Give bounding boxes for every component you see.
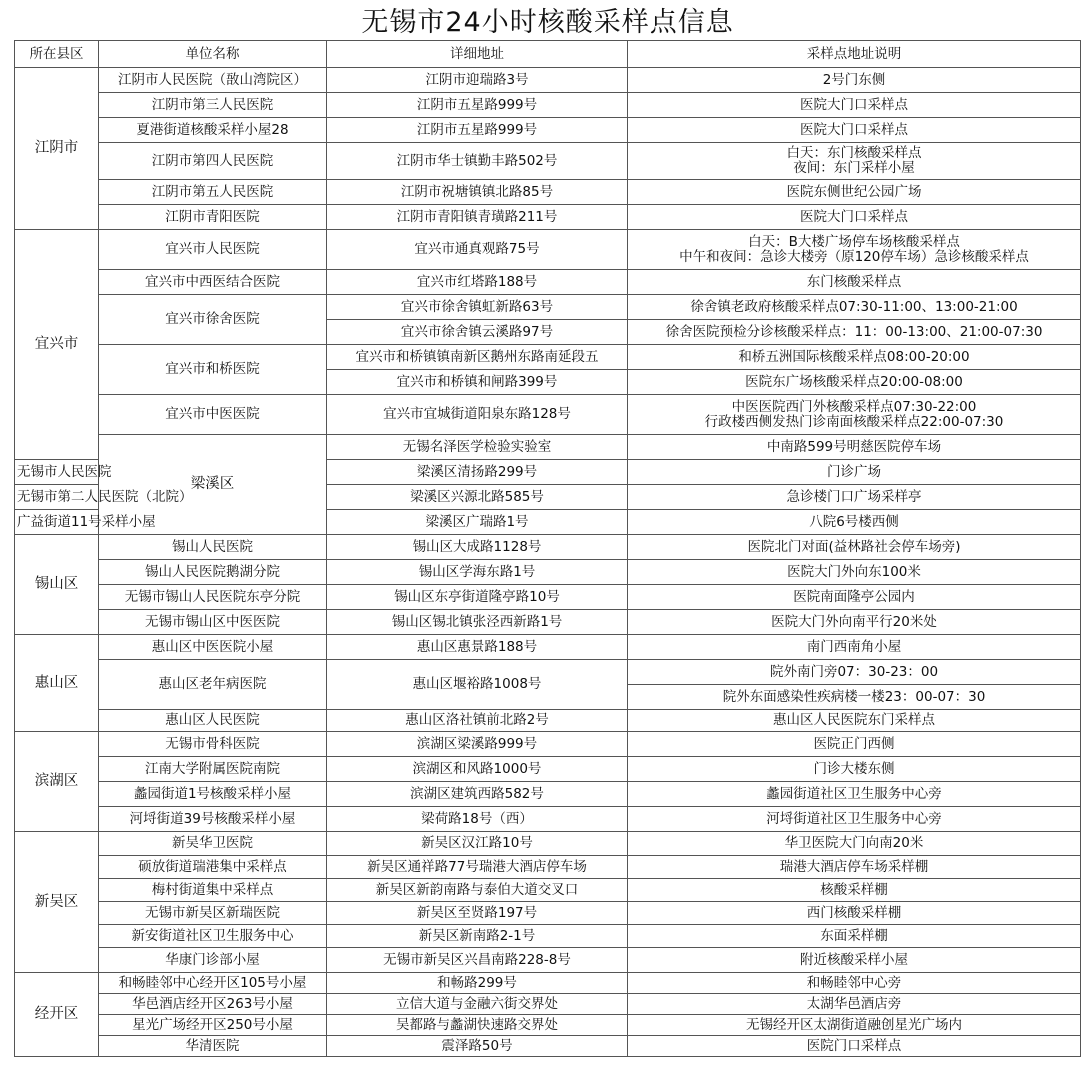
table-row [15,205,1081,230]
address-cell: 江阴市迎瑞路3号 [327,68,628,93]
unit-cell: 新吴华卫医院 [99,832,327,856]
table-row [15,270,1081,295]
note-cell: 医院南面隆亭公园内 [628,585,1081,610]
note-cell: 和桥五洲国际核酸采样点08:00-20:00 [628,345,1081,370]
note-cell [628,230,1081,270]
address-cell: 宜兴市宜城街道阳泉东路128号 [327,395,628,435]
unit-cell: 惠山区中医医院小屋 [99,635,327,660]
unit-cell: 宜兴市和桥医院 [99,345,327,395]
unit-cell: 无锡市锡山区中医医院 [99,610,327,635]
page-title: 无锡市24小时核酸采样点信息 [15,6,1081,41]
table-row [15,782,1081,807]
note-cell: 医院大门口采样点 [628,205,1081,230]
note-cell: 医院大门外向南平行20米处 [628,610,1081,635]
address-cell: 新吴区新韵南路与泰伯大道交叉口 [327,879,628,902]
address-cell: 滨湖区建筑西路582号 [327,782,628,807]
table-row [15,856,1081,879]
table-row [15,68,1081,93]
address-cell: 江阴市五星路999号 [327,118,628,143]
note-cell: 医院大门口采样点 [628,118,1081,143]
unit-cell: 硕放街道瑞港集中采样点 [99,856,327,879]
unit-cell: 无锡市骨科医院 [99,732,327,757]
unit-cell: 广益街道11号采样小屋 [15,510,99,535]
address-cell: 宜兴市徐舍镇虹新路63号 [327,295,628,320]
table-row [15,757,1081,782]
address-cell: 江阴市青阳镇青璜路211号 [327,205,628,230]
table-row [15,948,1081,973]
table-row [15,535,1081,560]
table-row [15,230,1081,270]
note-cell: 无锡经开区太湖街道融创星光广场内 [628,1015,1081,1036]
unit-cell: 宜兴市中西医结合医院 [99,270,327,295]
district-cell: 滨湖区 [15,732,99,832]
unit-cell: 无锡名泽医学检验实验室 [327,435,628,460]
unit-cell: 无锡市锡山人民医院东亭分院 [99,585,327,610]
address-cell: 江阴市五星路999号 [327,93,628,118]
unit-cell: 锡山人民医院鹅湖分院 [99,560,327,585]
table-row [15,879,1081,902]
note-cell: 徐舍医院预检分诊核酸采样点：11：00-13:00、21:00-07:30 [628,320,1081,345]
note-cell: 医院大门外向东100米 [628,560,1081,585]
note-cell: 2号门东侧 [628,68,1081,93]
table-row [15,1015,1081,1036]
address-cell: 宜兴市和桥镇镇南新区鹅州东路南延段五 [327,345,628,370]
table-row [15,832,1081,856]
table-row [15,925,1081,948]
district-cell: 新吴区 [15,832,99,973]
table-row [15,610,1081,635]
district-cell: 江阴市 [15,68,99,230]
note-cell: 八院6号楼西侧 [628,510,1081,535]
district-cell: 锡山区 [15,535,99,635]
note-cell: 医院北门对面(益林路社会停车场旁) [628,535,1081,560]
unit-cell: 惠山区老年病医院 [99,660,327,710]
table-row [15,93,1081,118]
note-line: 夜间：东门采样小屋 [793,160,915,176]
note-cell: 华卫医院大门向南20米 [628,832,1081,856]
note-cell: 门诊广场 [628,460,1081,485]
address-cell: 立信大道与金融六街交界处 [327,994,628,1015]
note-cell: 南门西南角小屋 [628,635,1081,660]
address-cell: 惠山区洛社镇前北路2号 [327,710,628,732]
address-cell: 惠山区惠景路188号 [327,635,628,660]
unit-cell: 江南大学附属医院南院 [99,757,327,782]
address-cell: 锡山区东亭街道隆亭路10号 [327,585,628,610]
address-cell: 锡山区锡北镇张泾西新路1号 [327,610,628,635]
unit-cell: 梅村街道集中采样点 [99,879,327,902]
address-cell: 新吴区汉江路10号 [327,832,628,856]
note-line: 白天：B大楼广场停车场核酸采样点 [748,233,960,250]
note-cell: 急诊楼门口广场采样亭 [628,485,1081,510]
note-cell: 医院正门西侧 [628,732,1081,757]
table-row [15,973,1081,994]
unit-cell: 无锡市新吴区新瑞医院 [99,902,327,925]
note-cell: 河埒街道社区卫生服务中心旁 [628,807,1081,832]
note-cell: 医院门口采样点 [628,1036,1081,1057]
address-cell: 江阴市华士镇勤丰路502号 [327,143,628,180]
unit-cell: 无锡市人民医院 [15,460,99,485]
district-cell: 惠山区 [15,635,99,732]
address-cell: 和畅路299号 [327,973,628,994]
table-row [15,118,1081,143]
table-row [15,635,1081,660]
address-cell: 滨湖区梁溪路999号 [327,732,628,757]
unit-cell: 惠山区人民医院 [99,710,327,732]
address-cell: 震泽路50号 [327,1036,628,1057]
unit-cell: 江阴市第五人民医院 [99,180,327,205]
note-line: 白天：东门核酸采样点 [786,145,922,161]
address-cell: 锡山区大成路1128号 [327,535,628,560]
table-row [15,807,1081,832]
unit-cell: 和畅睦邻中心经开区105号小屋 [99,973,327,994]
table-row [15,560,1081,585]
note-cell: 医院大门口采样点 [628,93,1081,118]
address-cell: 梁溪区清扬路299号 [327,460,628,485]
district-cell: 梁溪区 [99,435,327,535]
note-cell: 徐舍镇老政府核酸采样点07:30-11:00、13:00-21:00 [628,295,1081,320]
header-note: 采样点地址说明 [628,41,1081,68]
note-cell [628,395,1081,435]
note-cell: 核酸采样棚 [628,879,1081,902]
unit-cell: 华清医院 [99,1036,327,1057]
table-row [15,994,1081,1015]
note-cell [628,143,1081,180]
unit-cell: 宜兴市人民医院 [99,230,327,270]
note-cell: 瑞港大酒店停车场采样棚 [628,856,1081,879]
note-cell: 太湖华邑酒店旁 [628,994,1081,1015]
note-line: 行政楼西侧发热门诊南面核酸采样点22:00-07:30 [704,413,1004,430]
header-unit: 单位名称 [99,41,327,68]
note-cell: 医院东侧世纪公园广场 [628,180,1081,205]
note-cell: 门诊大楼东侧 [628,757,1081,782]
address-cell: 宜兴市红塔路188号 [327,270,628,295]
table-row [15,732,1081,757]
table-row [15,710,1081,732]
note-cell: 东面采样棚 [628,925,1081,948]
district-cell: 经开区 [15,973,99,1057]
header-row [15,41,1081,68]
note-cell: 医院东广场核酸采样点20:00-08:00 [628,370,1081,395]
table-row [15,660,1081,685]
sampling-sites-sheet [14,6,1080,1057]
unit-cell: 河埒街道39号核酸采样小屋 [99,807,327,832]
unit-cell: 宜兴市中医医院 [99,395,327,435]
table-row [15,902,1081,925]
header-district: 所在县区 [15,41,99,68]
address-cell: 滨湖区和风路1000号 [327,757,628,782]
unit-cell: 无锡市第二人民医院（北院） [15,485,99,510]
table-row [15,585,1081,610]
note-line: 中午和夜间：急诊大楼旁（原120停车场）急诊核酸采样点 [679,248,1029,265]
unit-cell: 夏港街道核酸采样小屋28 [99,118,327,143]
district-cell: 宜兴市 [15,230,99,460]
header-address: 详细地址 [327,41,628,68]
address-cell: 新吴区至贤路197号 [327,902,628,925]
address-cell: 江阴市祝塘镇镇北路85号 [327,180,628,205]
note-cell: 院外南门旁07：30-23：00 [628,660,1081,685]
table-row [15,435,1081,460]
address-cell: 新吴区通祥路77号瑞港大酒店停车场 [327,856,628,879]
address-cell: 梁溪区广瑞路1号 [327,510,628,535]
unit-cell: 江阴市青阳医院 [99,205,327,230]
address-cell: 宜兴市通真观路75号 [327,230,628,270]
address-cell: 惠山区堰裕路1008号 [327,660,628,710]
table-row [15,1036,1081,1057]
address-cell: 梁溪区兴源北路585号 [327,485,628,510]
note-cell: 东门核酸采样点 [628,270,1081,295]
note-cell: 惠山区人民医院东门采样点 [628,710,1081,732]
table-row [15,143,1081,180]
note-line: 中医医院西门外核酸采样点07:30-22:00 [731,398,977,415]
unit-cell: 蠡园街道1号核酸采样小屋 [99,782,327,807]
unit-cell: 华康门诊部小屋 [99,948,327,973]
address-cell: 宜兴市徐舍镇云溪路97号 [327,320,628,345]
note-cell: 和畅睦邻中心旁 [628,973,1081,994]
address-cell: 无锡市新吴区兴昌南路228-8号 [327,948,628,973]
address-cell: 中南路599号明慈医院停车场 [628,435,1081,460]
table-row [15,295,1081,320]
unit-cell: 宜兴市徐舍医院 [99,295,327,345]
unit-cell: 江阴市第三人民医院 [99,93,327,118]
unit-cell: 锡山人民医院 [99,535,327,560]
sampling-sites-table [14,6,1081,1057]
address-cell: 梁荷路18号（西） [327,807,628,832]
note-cell: 院外东面感染性疾病楼一楼23：00-07：30 [628,685,1081,710]
note-cell: 附近核酸采样小屋 [628,948,1081,973]
table-row [15,345,1081,370]
unit-cell: 江阴市第四人民医院 [99,143,327,180]
address-cell: 宜兴市和桥镇和闸路399号 [327,370,628,395]
note-cell: 蠡园街道社区卫生服务中心旁 [628,782,1081,807]
address-cell: 新吴区新南路2-1号 [327,925,628,948]
table-row [15,395,1081,435]
note-cell: 西门核酸采样棚 [628,902,1081,925]
table-row [15,180,1081,205]
unit-cell: 新安街道社区卫生服务中心 [99,925,327,948]
address-cell: 吴都路与蠡湖快速路交界处 [327,1015,628,1036]
unit-cell: 华邑酒店经开区263号小屋 [99,994,327,1015]
unit-cell: 星光广场经开区250号小屋 [99,1015,327,1036]
address-cell: 锡山区学海东路1号 [327,560,628,585]
unit-cell: 江阴市人民医院（敔山湾院区） [99,68,327,93]
